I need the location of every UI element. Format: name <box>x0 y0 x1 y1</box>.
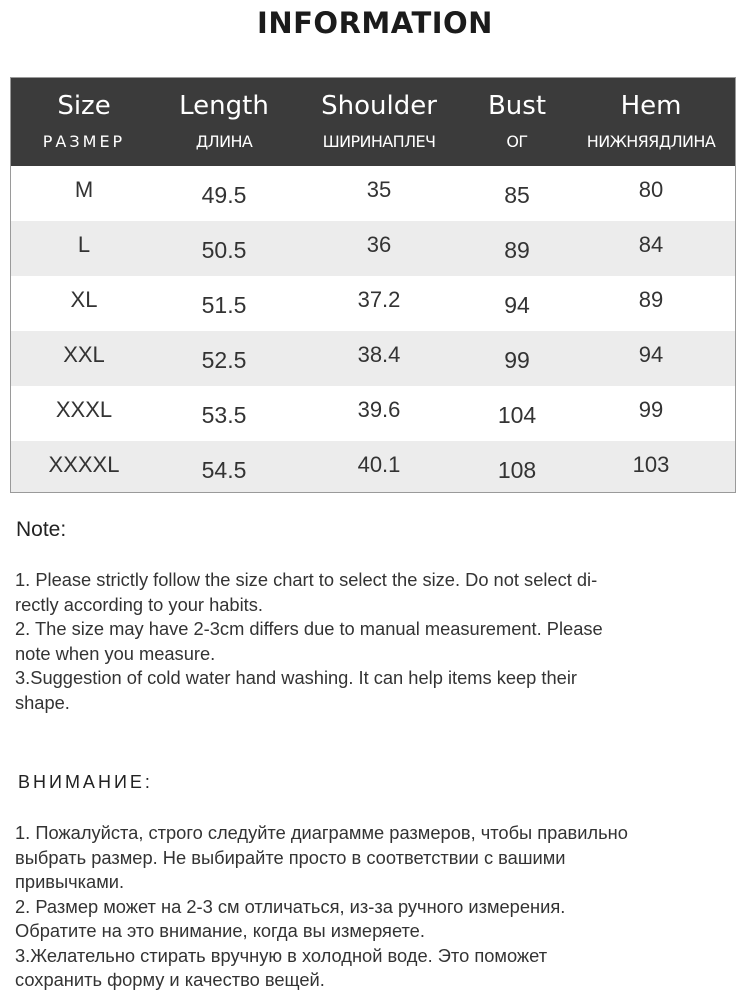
header-bust-sublabel: ОГ <box>506 132 528 151</box>
header-length-sublabel: ДЛИНА <box>195 132 253 151</box>
cell-length: 51.5 <box>201 292 247 318</box>
table-header <box>11 78 735 166</box>
table-row <box>11 276 735 331</box>
table-row <box>11 331 735 386</box>
cell-hem: 80 <box>638 177 664 202</box>
header-shoulder <box>291 78 467 166</box>
header-size-sublabel: РАЗМЕР <box>42 132 126 151</box>
cell-shoulder: 36 <box>366 232 392 257</box>
note-line: note when you measure. <box>15 642 216 664</box>
attention-line: 2. Размер может на 2-3 см отличаться, из-за ручного измерения. <box>15 895 566 917</box>
cell-hem: 94 <box>638 342 664 367</box>
header-bust <box>467 78 567 166</box>
attention-line: сохранить форму и качество вещей. <box>15 969 325 990</box>
header-shoulder-sublabel: ШИРИНАПЛЕЧ <box>322 132 436 151</box>
cell-bust: 108 <box>497 457 537 483</box>
cell-length: 52.5 <box>201 347 247 373</box>
header-size <box>11 78 157 166</box>
attention-text <box>15 821 735 993</box>
cell-size: M <box>74 177 94 202</box>
cell-shoulder: 39.6 <box>357 397 401 422</box>
table-row <box>11 166 735 221</box>
note-line: 2. The size may have 2-3cm differs due to manual measurement. Please <box>15 618 603 639</box>
cell-hem: 103 <box>632 452 670 477</box>
attention-line: привычками. <box>15 871 125 892</box>
cell-length: 50.5 <box>201 237 247 263</box>
cell-shoulder: 35 <box>366 177 392 202</box>
cell-size: XXL <box>63 342 105 367</box>
header-length-label: Length <box>179 91 269 121</box>
table-row <box>11 221 735 276</box>
header-shoulder-label: Shoulder <box>321 91 437 121</box>
attention-line: 1. Пожалуйста, строго следуйте диаграмме размеров, чтобы правильно <box>15 822 628 843</box>
page-title: INFORMATION <box>257 6 493 40</box>
note-heading: Note: <box>16 518 67 541</box>
attention-line: 3.Желательно стирать вручную в холодной воде. Это поможет <box>15 944 548 966</box>
cell-bust: 89 <box>504 237 530 263</box>
cell-shoulder: 37.2 <box>357 287 401 312</box>
table-row <box>11 441 735 492</box>
note-line: rectly according to your habits. <box>15 593 263 615</box>
cell-shoulder: 40.1 <box>357 452 401 477</box>
size-chart-table <box>10 77 736 493</box>
header-hem-sublabel: НИЖНЯЯДЛИНА <box>586 132 716 151</box>
cell-bust: 85 <box>504 182 530 208</box>
cell-size: XL <box>70 287 98 312</box>
cell-size: L <box>77 232 91 257</box>
note-text <box>15 568 735 715</box>
cell-length: 53.5 <box>201 402 247 428</box>
table-row <box>11 386 735 441</box>
cell-hem: 99 <box>638 397 664 422</box>
note-line: shape. <box>15 691 70 713</box>
cell-hem: 89 <box>638 287 664 312</box>
cell-hem: 84 <box>638 232 664 257</box>
attention-heading: ВНИМАНИЕ: <box>18 772 153 792</box>
header-length <box>157 78 291 166</box>
note-line: 3.Suggestion of cold water hand washing. It can help items keep their <box>15 667 577 688</box>
cell-bust: 99 <box>504 347 530 373</box>
attention-line: Обратите на это внимание, когда вы измеряете. <box>15 920 425 941</box>
cell-size: XXXXL <box>48 452 120 477</box>
cell-size: XXXL <box>55 397 113 422</box>
header-hem-label: Hem <box>620 91 682 121</box>
cell-length: 49.5 <box>201 182 247 208</box>
note-line: 1. Please strictly follow the size chart to select the size. Do not select di- <box>15 569 598 590</box>
cell-bust: 94 <box>504 292 530 318</box>
attention-line: выбрать размер. Не выбирайте просто в соответствии с вашими <box>15 846 566 868</box>
cell-shoulder: 38.4 <box>357 342 401 367</box>
header-size-label: Size <box>57 91 111 121</box>
header-bust-label: Bust <box>487 91 547 121</box>
cell-bust: 104 <box>497 402 537 428</box>
cell-length: 54.5 <box>201 457 247 483</box>
header-hem <box>567 78 735 166</box>
